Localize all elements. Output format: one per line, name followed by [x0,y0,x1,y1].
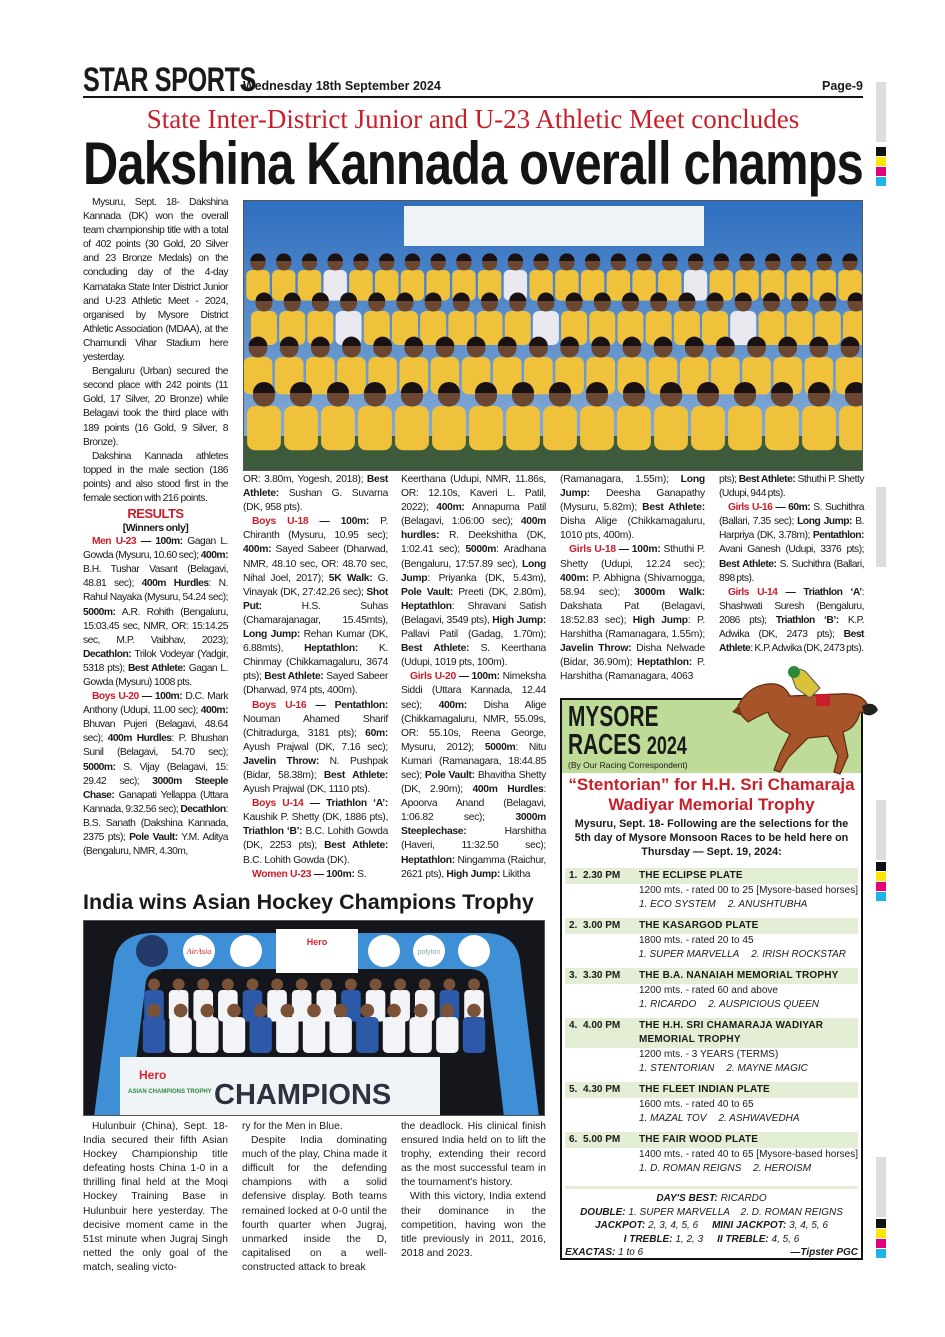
event-label: 400m Hurdles [472,784,544,796]
paragraph [560,473,705,543]
days-best-value: RICARDO [720,1193,767,1204]
races-name-line2: RACES [568,729,642,761]
races-name-line1: MYSORE [568,701,659,733]
race-time: 4.00 PM [583,1020,621,1031]
event-label: — 100m: [455,671,500,683]
racehorse-jockey-icon [728,666,878,778]
race-number: 6. [569,1134,578,1145]
selection-second: 2. ASHWAVEDHA [718,1113,800,1124]
text-run: P. Abhigna (Shivamogga, 58.94 sec); [560,572,705,598]
selection-first: 1. STENTORIAN [639,1063,715,1074]
article-column-5 [719,473,864,656]
text-run: With this victory, India extend their dominance in the competition, having won the title previously in 2011, 2016, 2018 and 2023. [401,1191,546,1259]
text-run: S. [354,868,367,880]
race-selections [565,898,858,912]
races-logo [568,703,687,760]
event-label: 5000m: [83,606,116,618]
text-run: Harshitha (Haveri, 11:32.50 sec); [401,826,546,852]
event-label: — Triathlon ‘A’: [303,798,388,810]
event-label: — 100m: [138,691,183,703]
text-run: : Shashwati Suresh (Bengaluru, 2086 pts); [719,586,864,626]
text-run: Avani Ganesh (Udupi, 3376 pts); [719,544,864,556]
text-run: Pallavi Patil (Gadag, 1.70m); [401,629,546,641]
event-label: 60m: [365,727,388,739]
selection-first: 1. MAZAL TOV [639,1113,707,1124]
text-run: A.R. Rohith (Bengaluru, 15:03.45 sec, NMR, OR: 15:14.25 sec, M.P. Vaibhav, 2023); [83,606,228,646]
text-run: pts); [719,474,739,485]
mini-jackpot-value: 3, 4, 5, 6 [789,1220,829,1232]
event-label: 400m: [436,502,465,514]
sponsor-logo [458,935,490,967]
text-run: Sushan G. Suvarna (DK, 958 pts). [243,488,388,514]
race-selections [565,998,858,1012]
text-run: B.C. Lohith Gowda (DK). [243,854,350,866]
event-label: Long Jump: [797,516,852,528]
text-run: G. Vinayak (DK, 27:42.26 sec); [243,572,389,598]
results-subheading: [Winners only] [122,522,189,535]
sponsor-polyton: polyton [417,949,441,956]
text-run: : Shravani Satish (Belagavi, 3549 pts), [401,600,546,626]
event-label: Javelin Throw: [560,643,632,655]
race-title-band [565,968,858,984]
text-run: S. Suchithra (Ballari, 7.35 sec); [719,502,864,528]
text-run: Nimeksha Siddi (Uttara Kannada, 12.44 sec); [401,671,546,711]
text-run: ry for the Men in Blue. [242,1121,343,1132]
text-run: Disha Alige (Chikkamagaluru, 1010 pts, 400m). [560,516,705,542]
text-run: : Priyanka (DK, 5.43m), [427,572,546,584]
event-label: 5000m [465,544,497,556]
event-label: 3000m Steeplechase: [401,812,546,838]
mini-jackpot-label: MINI JACKPOT: [712,1220,787,1232]
exactas-value: 1 to 6 [618,1247,644,1259]
text-run: D.C. Mark Anthony (Udupi, 11.00 sec); [83,691,228,717]
registration-mark [876,177,886,186]
paragraph [83,535,228,690]
category-label: Boys U-16 [252,699,307,711]
selection-first: 1. RICARDO [639,999,697,1010]
race-title: THE KASARGOD PLATE [639,920,759,931]
text-run: : P. Harshitha (Ramanagara, 1.55m); [560,614,705,641]
text-run: Kaushik P. Shetty (DK, 1886 pts), [243,812,388,824]
races-intro: Mysuru, Sept. 18- Following are the selections for the 5th day of Mysore Monsoon Races to be held here on Thursday — Sept. 19, 2024: [574,818,849,859]
category-label: Men U-23 [92,536,137,548]
event-label: 5000m: [83,761,116,773]
hockey-column-3 [401,1120,546,1261]
race-entry [565,1082,858,1126]
race-details: 1400 mts. - rated 40 to 65 [Mysore-based horses] [639,1149,858,1160]
text-run: Sayed Sabeer (Dharwad, 974 pts, 400m). [243,671,388,697]
stage-banner [404,206,704,246]
page-number: Page-9 [822,79,863,93]
text-run: Ningamma (Raichur, 2621 pts), [401,854,546,880]
text-run: Sayed Sabeer (Dharwad, NMR, 48.10 sec, OR: 48.70 sec, Nihal Joel, 2017); [243,544,388,584]
registration-mark [876,487,886,567]
text-run: K. Chinmay (Chikkamagaluru, 3674 pts); [243,643,388,683]
text-run: Gagan L. Gowda (Mysuru) 1008 pts. [83,662,229,688]
event-label: Long Jump: [560,474,705,500]
race-entry [565,868,858,912]
text-run: R. Deekshitha (DK, 1:02.41 sec); [401,530,546,556]
race-selections [565,948,856,962]
event-label: 400m: [200,550,228,562]
race-time: 4.30 PM [583,1084,621,1095]
text-run: Disha Alige (Chikkamagaluru, NMR, 55.09s, OR: 55.10s, Reena George, Mysuru, 2012); [401,699,547,753]
text-run: S. Keerthana (Udupi, 1019 pts, 100m). [401,643,546,669]
event-label: 400m: [200,705,228,717]
registration-mark [876,872,886,881]
registration-mark [876,1249,886,1258]
article-column-4 [560,473,705,684]
race-entry [565,968,858,1012]
race-time: 3.30 PM [583,970,621,981]
event-label: 400m Hurdles [141,578,209,590]
text-run: Bhuvan Pujeri (Belagavi, 48.64 sec); [83,719,228,745]
paragraph [719,501,864,586]
event-label: 400m: [560,572,589,584]
event-label: Heptathlon: [637,657,693,669]
category-label: Girls U-18 [569,544,616,556]
paragraph [83,450,228,506]
race-title: THE FLEET INDIAN PLATE [639,1084,770,1095]
race-entry [565,918,858,962]
event-label: Pentathlon: [812,530,864,542]
race-selections [565,1062,858,1076]
paragraph [401,1120,546,1190]
event-label: Heptathlon: [304,643,358,655]
selection-second: 2. ANUSHTUBHA [727,899,808,910]
race-details: 1600 mts. - rated 40 to 65 [639,1099,754,1110]
race-entry [565,1132,858,1176]
race-entry [565,1018,858,1076]
registration-mark [876,882,886,891]
text-run: P. Chiranth (Mysuru, 10.95 sec); [243,516,388,542]
text-run: : K.P. Adwika (DK, 2473 pts). [750,643,864,655]
event-label: — 100m: [615,544,661,556]
race-time: 2.30 PM [583,870,621,881]
text-run: S. Vijay (Belagavi, 15: 29.42 sec); [83,761,228,787]
headline-text: Dakshina Kannada overall champs [83,130,863,197]
text-run: Hulunbuir (China), Sept. 18- India secured their fifth Asian Hockey Championship title defeating hosts China 1-0 in a thrilling final held at the Moqi Hockey Training Base in Hulunbuir here yesterday. The decisive moment came in the 51st minute when Jugraj Singh netted the only goal of the match, sealing victo- [83,1121,228,1273]
paragraph [243,515,388,698]
paragraph [243,797,388,867]
text-run: Ayush Prajwal (DK, 1110 pts). [243,784,370,796]
double-label: DOUBLE: [580,1206,626,1218]
event-label: 3000m Walk: [633,586,706,598]
registration-mark [876,167,886,176]
event-label: Decathlon: [83,648,132,660]
paragraph [83,365,228,450]
event-label: High Jump: [492,614,546,626]
hockey-team-image [84,921,545,1116]
race-number: 3. [569,970,578,981]
registration-mark [876,800,886,860]
text-run: Bhavitha Shetty (DK, 2.90m); [401,769,547,796]
text-run: : Apoorva Anand (Belagavi, 1:06.82 sec); [401,784,547,824]
race-details: 1800 mts. - rated 20 to 45 [639,935,754,946]
hockey-champions-photo [83,920,545,1116]
registration-mark [876,862,886,871]
registration-mark [876,157,886,166]
event-label: 3000m Steeple Chase: [83,775,228,801]
jackpot-label: JACKPOT: [594,1220,646,1232]
paragraph [242,1120,387,1134]
registration-mark [876,1229,886,1238]
event-label: Pole Vault: [401,586,454,598]
text-run: : Nitu Kumari (Ramanagara, 18:44.85 sec); [401,741,546,781]
sponsor-airasia: AirAsia [186,947,212,956]
event-label: Best Athlete: [401,643,470,655]
registration-mark [876,1219,886,1228]
race-title-band [565,1018,858,1048]
paragraph [401,473,546,670]
event-label: High Jump: [446,868,500,880]
text-run: : B.S. Sanath (Dakshina Kannada, 2375 pts); [83,803,228,844]
paragraph [243,868,388,882]
text-run: Dakshina Kannada athletes topped in the male section (186 points) and also stood first in the female section with 216 points. [83,450,228,504]
race-details: 1200 mts. - rated 60 and above [639,985,778,996]
event-label: 400m Hurdles [107,733,172,745]
race-selections [565,1162,858,1176]
text-run: Mysuru, Sept. 18- Dakshina Kannada (DK) won the overall team championship title with a total of 402 points (30 Gold, 20 Silver and 23 Bronze Medals) on the concluding day of the 4-day Karnataka State Inter District Junior and U-23 Athletic Meet - 2024, organised by Mysore District Athletic Association (MDAA), at the Chamundi Vihar Stadium here yesterday. [83,197,228,364]
race-time: 5.00 PM [583,1134,621,1145]
race-title: THE H.H. SRI CHAMARAJA WADIYAR MEMORIAL TROPHY [639,1020,824,1045]
event-label: Best Athlete: [323,769,388,781]
race-details: 1200 mts. - rated 00 to 25 [Mysore-based horses] [639,885,858,896]
race-title-band [565,1132,858,1148]
races-headline [562,775,861,815]
selection-first: 1. D. ROMAN REIGNS [639,1163,742,1174]
athletes-group-image [244,201,863,471]
paragraph [243,699,388,798]
event-label: Best Athlete: [719,558,777,570]
text-run: B.C. Lohith Gowda (DK, 2253 pts); [243,826,388,852]
issue-date: Wednesday 18th September 2024 [243,79,441,93]
text-run: K.P. Adwika (DK, 2473 pts); [719,614,864,641]
paragraph [83,690,228,859]
races-headline-line2: Wadiyar Memorial Trophy [608,795,815,814]
text-run: Sthuthi P. Shetty (Udupi, 12.24 sec); [560,544,705,570]
banner-champions-text: CHAMPIONS [214,1079,392,1111]
category-label: Girls U-14 [728,586,778,598]
text-run: Sthuthi P. Shetty (Udupi, 944 pts). [719,474,865,500]
event-label: Best Athlete: [127,662,186,674]
text-run: S. Suchithra (Ballari, 898 pts). [719,558,865,584]
races-headline-line1: “Stentorian” for H.H. Sri Chamaraja [568,775,855,794]
text-run: Gagan L. Gowda (Mysuru, 10.60 sec); [83,536,228,562]
races-footer [565,1186,858,1260]
paragraph [719,586,864,656]
races-year: 2024 [646,732,687,760]
treble1-label: I TREBLE: [623,1233,673,1245]
text-run: Disha Nelwade (Bidar, 36.90m); [560,643,705,669]
article-kicker: State Inter-District Junior and U-23 Athletic Meet concludes [146,104,800,134]
category-label: Women U-23 [252,868,312,880]
text-run: Deesha Ganapathy (Mysuru, 5.82m); [560,488,705,514]
text-run: Ganapati Yellappa (Uttara Kannada, 9:32.56 sec); [83,789,228,815]
sponsor-logo [230,935,262,967]
banner-hero-text: Hero [139,1068,167,1082]
event-label: Heptathlon: [401,854,455,866]
text-run: Likitha [500,868,531,880]
race-title: THE ECLIPSE PLATE [639,870,743,881]
text-run: Ayush Prajwal (DK, 7.16 sec); [243,741,388,753]
event-label: 5000m [484,741,516,753]
article-column-2 [243,473,388,882]
event-label: Long Jump: [243,629,300,641]
race-time: 3.00 PM [583,920,621,931]
selection-first: 1. SUPER MARVELLA [638,949,740,960]
article-column-3 [401,473,546,882]
text-run: : P. Bhushan Sunil (Belagavi, 54.70 sec); [83,733,228,759]
event-label: Pole Vault: [424,769,475,781]
hockey-column-1 [83,1120,228,1275]
jackpot-value: 2, 3, 4, 5, 6 [648,1220,699,1232]
event-label: Pole Vault: [129,832,178,844]
registration-mark [876,147,886,156]
event-label: Shot Put: [243,586,388,612]
event-label: — Triathlon ‘A’ [777,586,862,598]
category-label: Boys U-14 [252,798,304,810]
event-label: Javelin Throw: [243,755,319,767]
category-label: Girls U-20 [410,671,456,683]
text-run: H.S. Suhas (Chamarajanagar, 15.45mts), [243,600,388,626]
paragraph [83,1120,228,1275]
registration-mark [876,82,886,142]
text-run: : N. Rahul Nayaka (Mysuru, 54.24 sec); [83,578,228,604]
race-title: THE FAIR WOOD PLATE [639,1134,759,1145]
event-label: 400m: [243,544,272,556]
event-label: Best Athlete: [264,671,324,683]
selection-second: 2. HEROISM [753,1163,812,1174]
paragraph [243,473,388,515]
text-run: OR: 3.80m, Yogesh, 2018); [243,474,367,485]
selection-second: 2. AUSPICIOUS QUEEN [708,999,820,1010]
event-label: — 100m: [308,516,369,528]
hockey-headline: India wins Asian Hockey Champions Trophy [83,890,534,914]
masthead [83,62,863,98]
race-number: 1. [569,870,578,881]
selection-second: 2. MAYNE MAGIC [726,1063,808,1074]
trophy-board [276,929,358,973]
text-run: Bengaluru (Urban) secured the second place with 242 points (11 Gold, 17 Silver, 20 Bronze) while Belagavi took the third place with 189 points (16 Gold, 9 Silver, 8 Bronze). [83,366,228,448]
paragraph [242,1134,387,1275]
banner-event-text: ASIAN CHAMPIONS TROPHY [128,1089,212,1095]
event-label: Best Athlete: [738,474,796,485]
event-label: Best Athlete: [243,474,388,500]
results-heading: RESULTS [127,506,184,522]
text-run: N. Pushpak (Bidar, 58.38m); [243,755,388,781]
text-run: B. Harpriya (DK, 3.78m); [719,516,864,542]
event-label: Decathlon [180,803,226,815]
registration-mark [876,1157,886,1217]
category-label: Boys U-20 [92,691,139,703]
days-best-label: DAY'S BEST: [656,1193,718,1204]
race-details: 1200 mts. - 3 YEARS (TERMS) [639,1049,779,1060]
hockey-column-2 [242,1120,387,1275]
event-label: Heptathlon [401,600,452,612]
paragraph [401,1190,546,1260]
category-label: Girls U-16 [728,502,773,514]
text-run: Dakshata Pat (Belagavi, 18:52.83 sec); [560,600,705,626]
event-label: 5K Walk: [328,572,373,584]
exactas-label: EXACTAS: [565,1247,616,1259]
paragraph [719,473,864,501]
event-label: Best Athlete: [324,840,388,852]
race-selections [565,1112,858,1126]
event-label: — 100m: [311,868,355,880]
text-run: : Aradhana (Bengaluru, 17:57.89 sec), [401,544,546,570]
event-label: High Jump [632,614,688,626]
event-label: — 100m: [136,536,183,548]
text-run: Trilok Vodeyar (Yadgir, 5318 pts); [83,648,228,674]
mysore-races-box [560,698,863,1260]
text-run: Preeti (DK, 2.80m), [453,586,547,598]
article-column-1 [83,196,228,859]
event-label: 400m hurdles: [401,516,546,542]
section-title: STAR SPORTS [83,61,256,99]
race-number: 4. [569,1020,578,1031]
sponsor-logo [368,935,400,967]
text-run: Nouman Ahamed Sharif (Chitradurga, 3181 pts); [243,713,388,739]
article-headline [83,130,863,197]
text-run: Keerthana (Udupi, NMR, 11.86s, OR: 12.10s, Kaveri L. Patil, 2022); [401,474,546,514]
category-label: Boys U-18 [252,516,309,528]
hero-logo-text: Hero [306,937,328,947]
text-run: the deadlock. His clinical finish ensured India held on to lift the trophy, extending their record as the most successful team in the tournament's history. [401,1121,546,1189]
tipster-credit: —Tipster PGC [790,1247,858,1259]
event-label: — 60m: [772,502,811,514]
text-run: P. Harshitha (Ramanagara, 4063 [560,657,705,683]
treble2-label: II TREBLE: [717,1233,769,1245]
text-run: Rehan Kumar (DK, 6.88mts), [243,629,388,655]
event-label: 400m: [438,699,467,711]
text-run: B.H. Tushar Vasant (Belagavi, 48.81 sec); [83,564,228,590]
treble1-value: 1, 2, 3 [675,1233,704,1245]
registration-mark [876,1239,886,1248]
race-title-band [565,868,858,884]
selection-second: 2. IRISH ROCKSTAR [751,949,846,960]
event-label: Best Athlete [719,629,864,655]
text-run: (Ramanagara, 1.55m); [560,474,681,485]
text-run: Despite India dominating much of the play, China made it difficult for the defending champions with a solid defensive display. Both teams remained locked at 0-0 until the fourth quarter when Jugraj, unmarked inside the D, capitalised on a well-constructed attack to break [242,1135,387,1273]
sponsor-logo [136,935,168,967]
event-label: — Pentathlon: [306,699,388,711]
race-title-band [565,1082,858,1098]
registration-mark [876,892,886,901]
paragraph [401,670,546,881]
event-label: Triathlon ‘B’: [243,826,303,838]
event-label: Triathlon ‘B’: [775,614,839,626]
race-title-band [565,918,858,934]
paragraph [83,196,228,365]
event-label: Best Athlete: [642,502,705,514]
team-celebration-photo [243,200,863,471]
race-title: THE B.A. NANAIAH MEMORIAL TROPHY [639,970,839,981]
double-value: 1. SUPER MARVELLA 2. D. ROMAN REIGNS [628,1206,843,1218]
text-run: Annapurna Patil (Belagavi, 1:06:00 sec); [401,502,546,528]
text-run: Y.M. Aditya (Bengaluru, NMR, 4.30m, [83,832,228,858]
event-label: Long Jump [401,558,546,584]
selection-first: 1. ECO SYSTEM [639,899,716,910]
races-byline: (By Our Racing Correspondent) [568,760,688,770]
race-number: 2. [569,920,578,931]
treble2-value: 4, 5, 6 [771,1233,800,1245]
paragraph [560,543,705,684]
race-number: 5. [569,1084,578,1095]
